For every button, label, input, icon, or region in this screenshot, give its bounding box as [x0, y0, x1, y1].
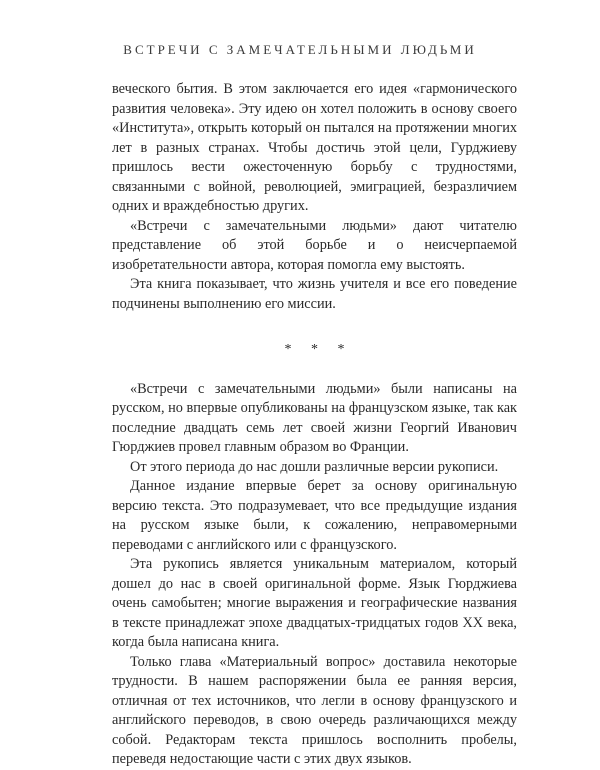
- paragraph: Данное издание впервые берет за основу оригинальную версию текста. Это подразумевает, что все предыдущие издания на русском языке были, к сожалению, неправомерными переводами с английского или с французского.: [112, 478, 517, 553]
- paragraph: Эта книга показывает, что жизнь учителя и все его поведение подчинены выполнению его миссии.: [112, 276, 517, 312]
- running-head: ВСТРЕЧИ С ЗАМЕЧАТЕЛЬНЫМИ ЛЮДЬМИ: [123, 42, 477, 57]
- paragraph: «Встречи с замечательными людьми» дают читателю представление об этой борьбе и о неисчерпаемой изобретательности автора, которая помогла ему выстоять.: [112, 217, 517, 273]
- body-text: [112, 80, 517, 770]
- paragraph: Только глава «Материальный вопрос» доставила некоторые трудности. В нашем распоряжении была ее ранняя версия, отличная от тех источников, что легли в основу французского и английского переводов, в свою очередь различающихся между собой. Редакторам текста пришлось восполнить пробелы, переведя недостающие части с этих двух языков.: [112, 653, 517, 767]
- paragraph: вечеcкого бытия. В этом заключается его идея «гармонического развития человека». Эту идею он хотел положить в основу своего «Института», открыть который он пытался на протяжении многих лет в разных странах. Чтобы достичь этой цели, Гурджиеву пришлось вести ожесточенную борьбу с трудностями, связанными с войной, революцией, эмиграцией, безразличием одних и враждебностью других.: [112, 81, 517, 214]
- paragraph: От этого периода до нас дошли различные версии рукописи.: [130, 458, 499, 475]
- section-separator: * * *: [284, 342, 353, 357]
- paragraph: «Встречи с замечательными людьми» были написаны на русском, но впервые опубликованы на французском языке, так как последние двадцать семь лет своей жизни Георгий Иванович Гюрджиев провел главным образом во Франции.: [112, 380, 517, 455]
- paragraph: Эта рукопись является уникальным материалом, который дошел до нас в своей оригинальной форме. Язык Гюрджиева очень самобытен; многие выражения и географические названия в тексте принадлежат эпохе двадцатых-тридцатых годов XX века, когда была написана книга.: [112, 556, 517, 650]
